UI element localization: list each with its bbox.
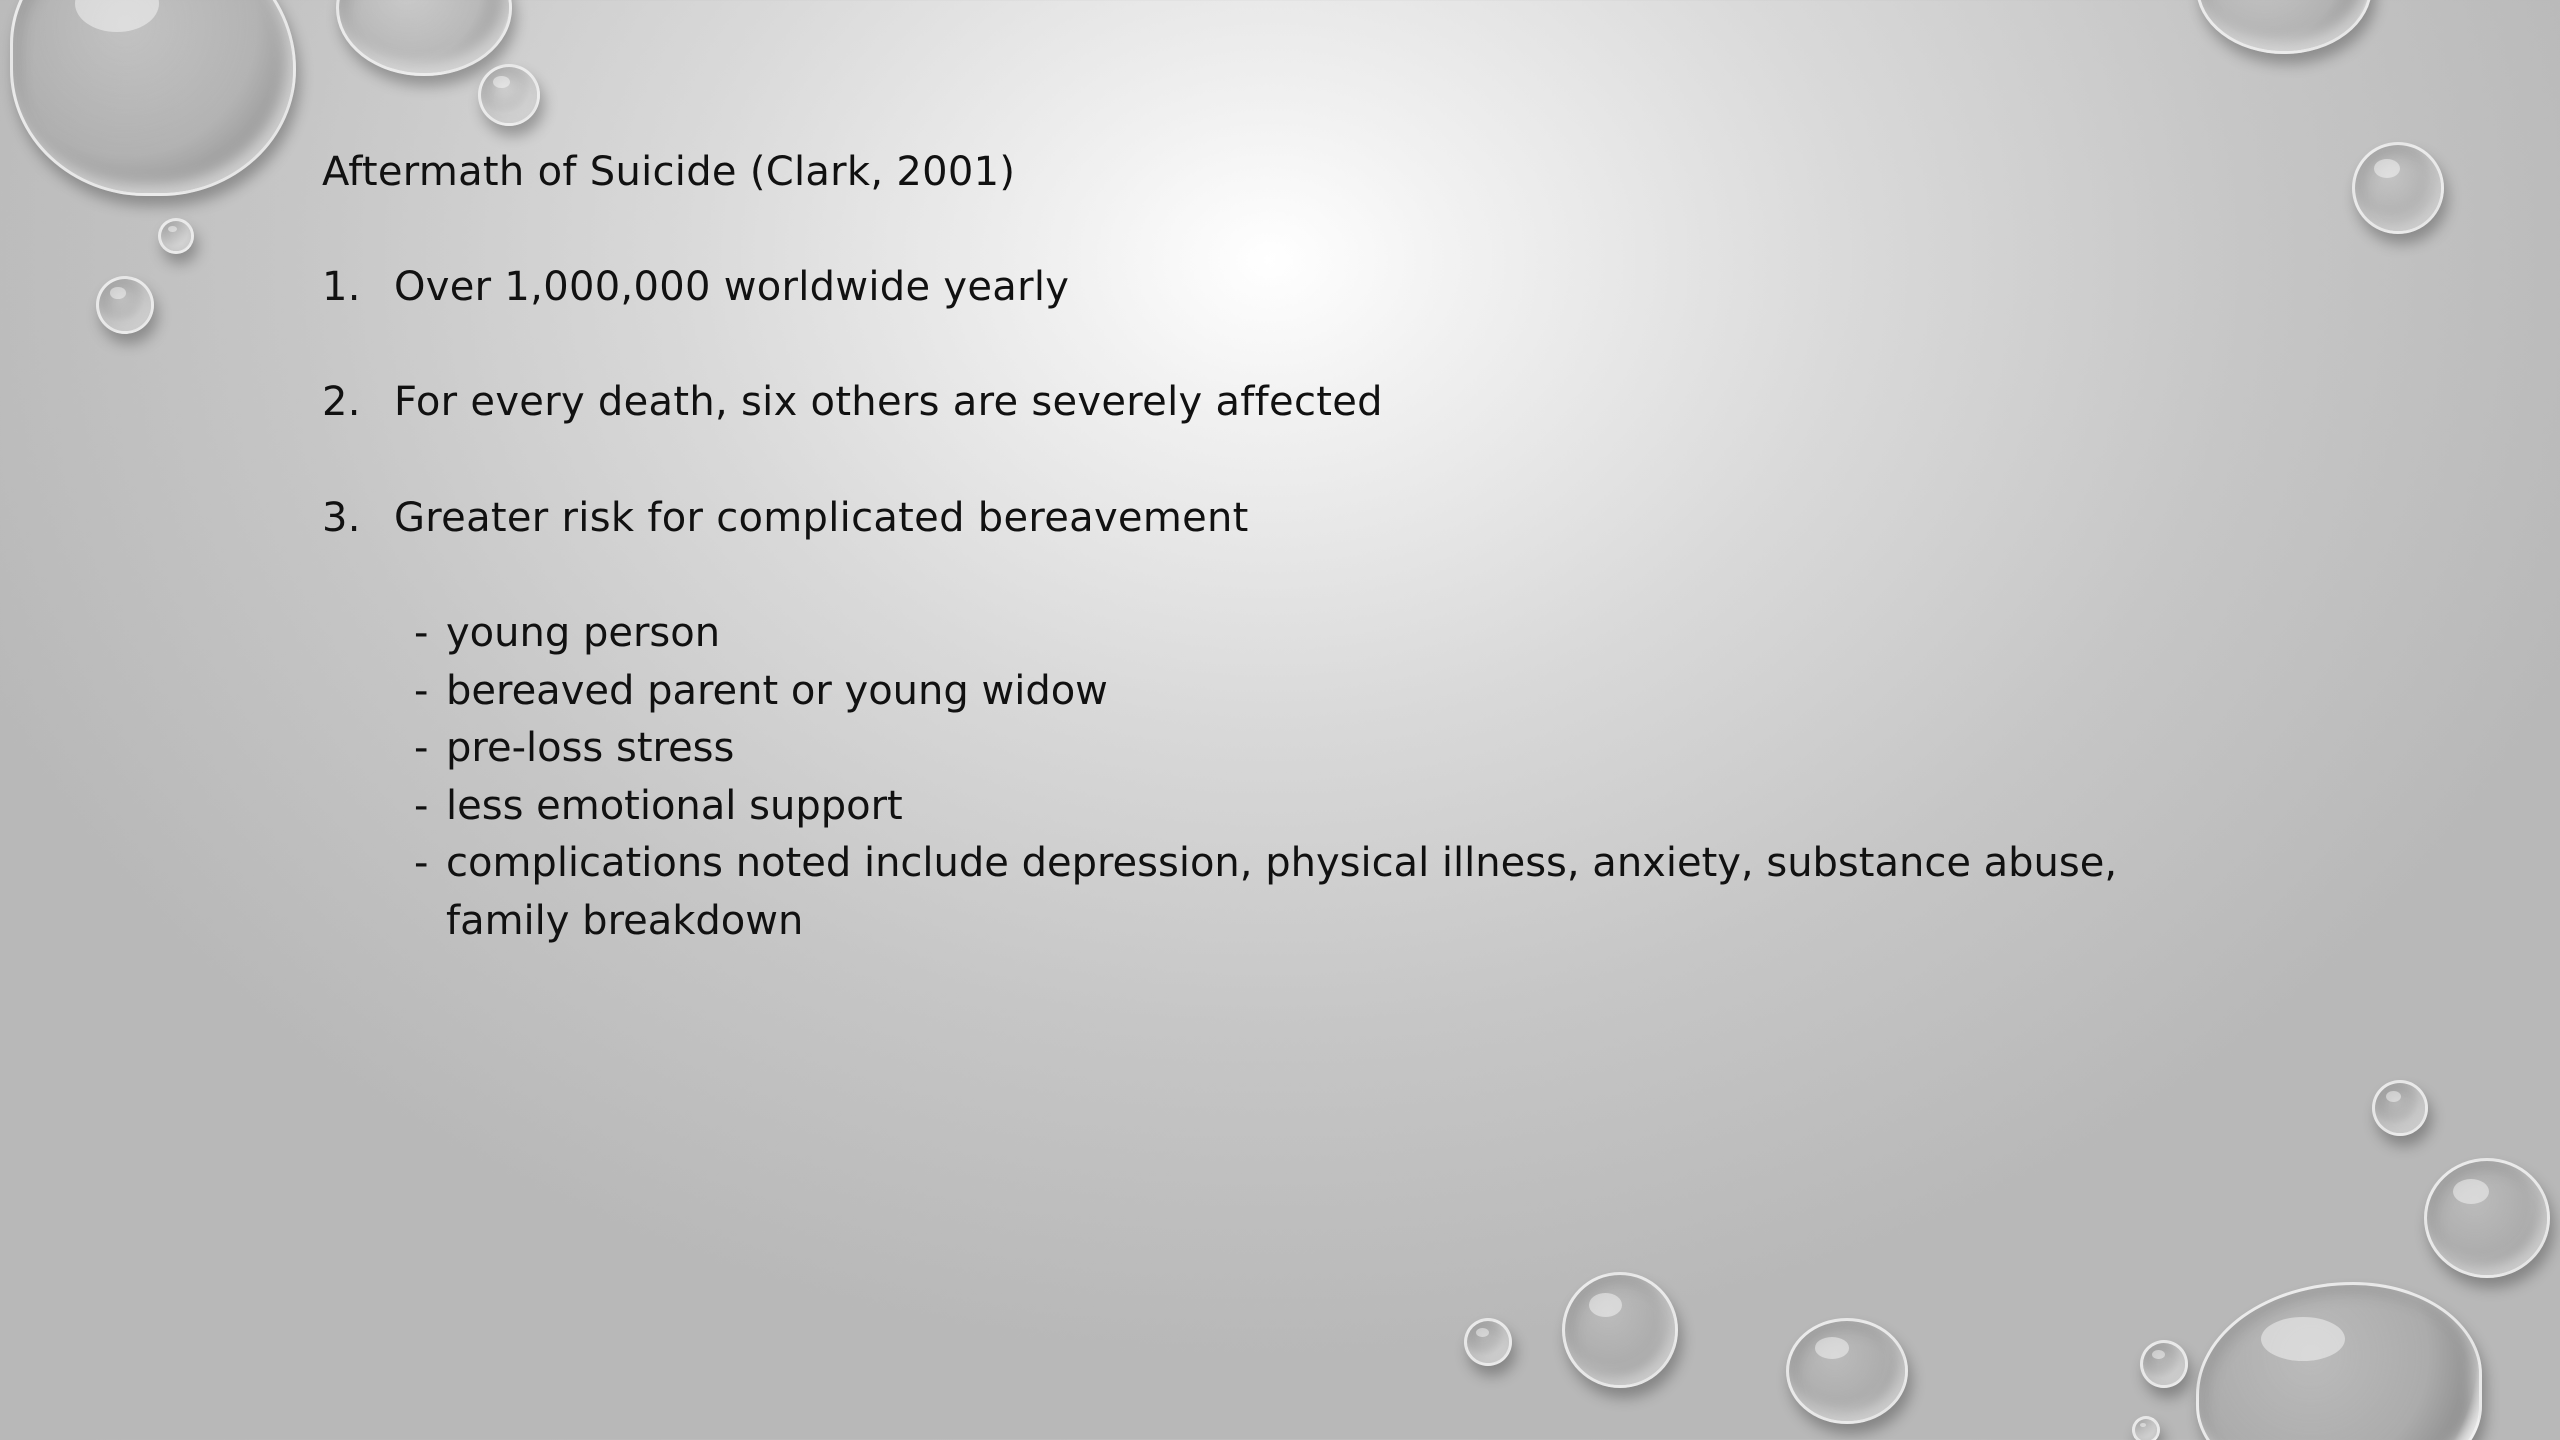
water-drop-decoration — [1464, 1318, 1512, 1366]
list-item-text: bereaved parent or young widow — [446, 667, 1108, 714]
water-drop-decoration — [2424, 1158, 2550, 1278]
item-number: 2. — [322, 379, 361, 425]
bullet-dash: - — [414, 840, 429, 886]
water-drop-decoration — [1562, 1272, 1678, 1388]
item-text: Greater risk for complicated bereavement — [394, 495, 1249, 541]
bullet-dash: - — [414, 667, 429, 714]
bullet-dash: - — [414, 782, 429, 829]
numbered-item — [322, 374, 1383, 431]
water-drop-decoration — [2352, 142, 2444, 234]
water-drop-decoration — [2196, 0, 2372, 54]
list-item — [414, 778, 2166, 836]
list-item-text: young person — [446, 610, 721, 656]
numbered-item — [322, 490, 1249, 547]
risk-factor-list — [414, 605, 2166, 950]
water-drop-decoration — [2196, 1282, 2482, 1440]
list-item-text: complications noted include depression, physical illness, anxiety, substance abuse, family breakdown — [446, 840, 2118, 944]
water-drop-decoration — [2132, 1416, 2160, 1440]
water-drop-decoration — [96, 276, 154, 334]
water-drop-decoration — [478, 64, 540, 126]
water-drop-decoration — [336, 0, 512, 76]
list-item — [414, 663, 2166, 721]
item-text: For every death, six others are severely affected — [394, 379, 1383, 425]
numbered-item — [322, 259, 1069, 316]
list-item — [414, 720, 2166, 778]
water-drop-decoration — [10, 0, 296, 196]
bullet-dash: - — [414, 725, 429, 771]
item-number: 1. — [322, 264, 361, 310]
water-drop-decoration — [2372, 1080, 2428, 1136]
slide-title: Aftermath of Suicide (Clark, 2001) — [322, 149, 1016, 195]
water-drop-decoration — [158, 218, 194, 254]
water-drop-decoration — [2140, 1340, 2188, 1388]
list-item — [414, 835, 2166, 950]
list-item — [414, 605, 2166, 663]
list-item-text: less emotional support — [446, 782, 903, 829]
item-number: 3. — [322, 495, 361, 541]
list-item-text: pre-loss stress — [446, 725, 735, 771]
water-drop-decoration — [1786, 1318, 1908, 1424]
item-text: Over 1,000,000 worldwide yearly — [394, 264, 1070, 310]
bullet-dash: - — [414, 610, 429, 656]
